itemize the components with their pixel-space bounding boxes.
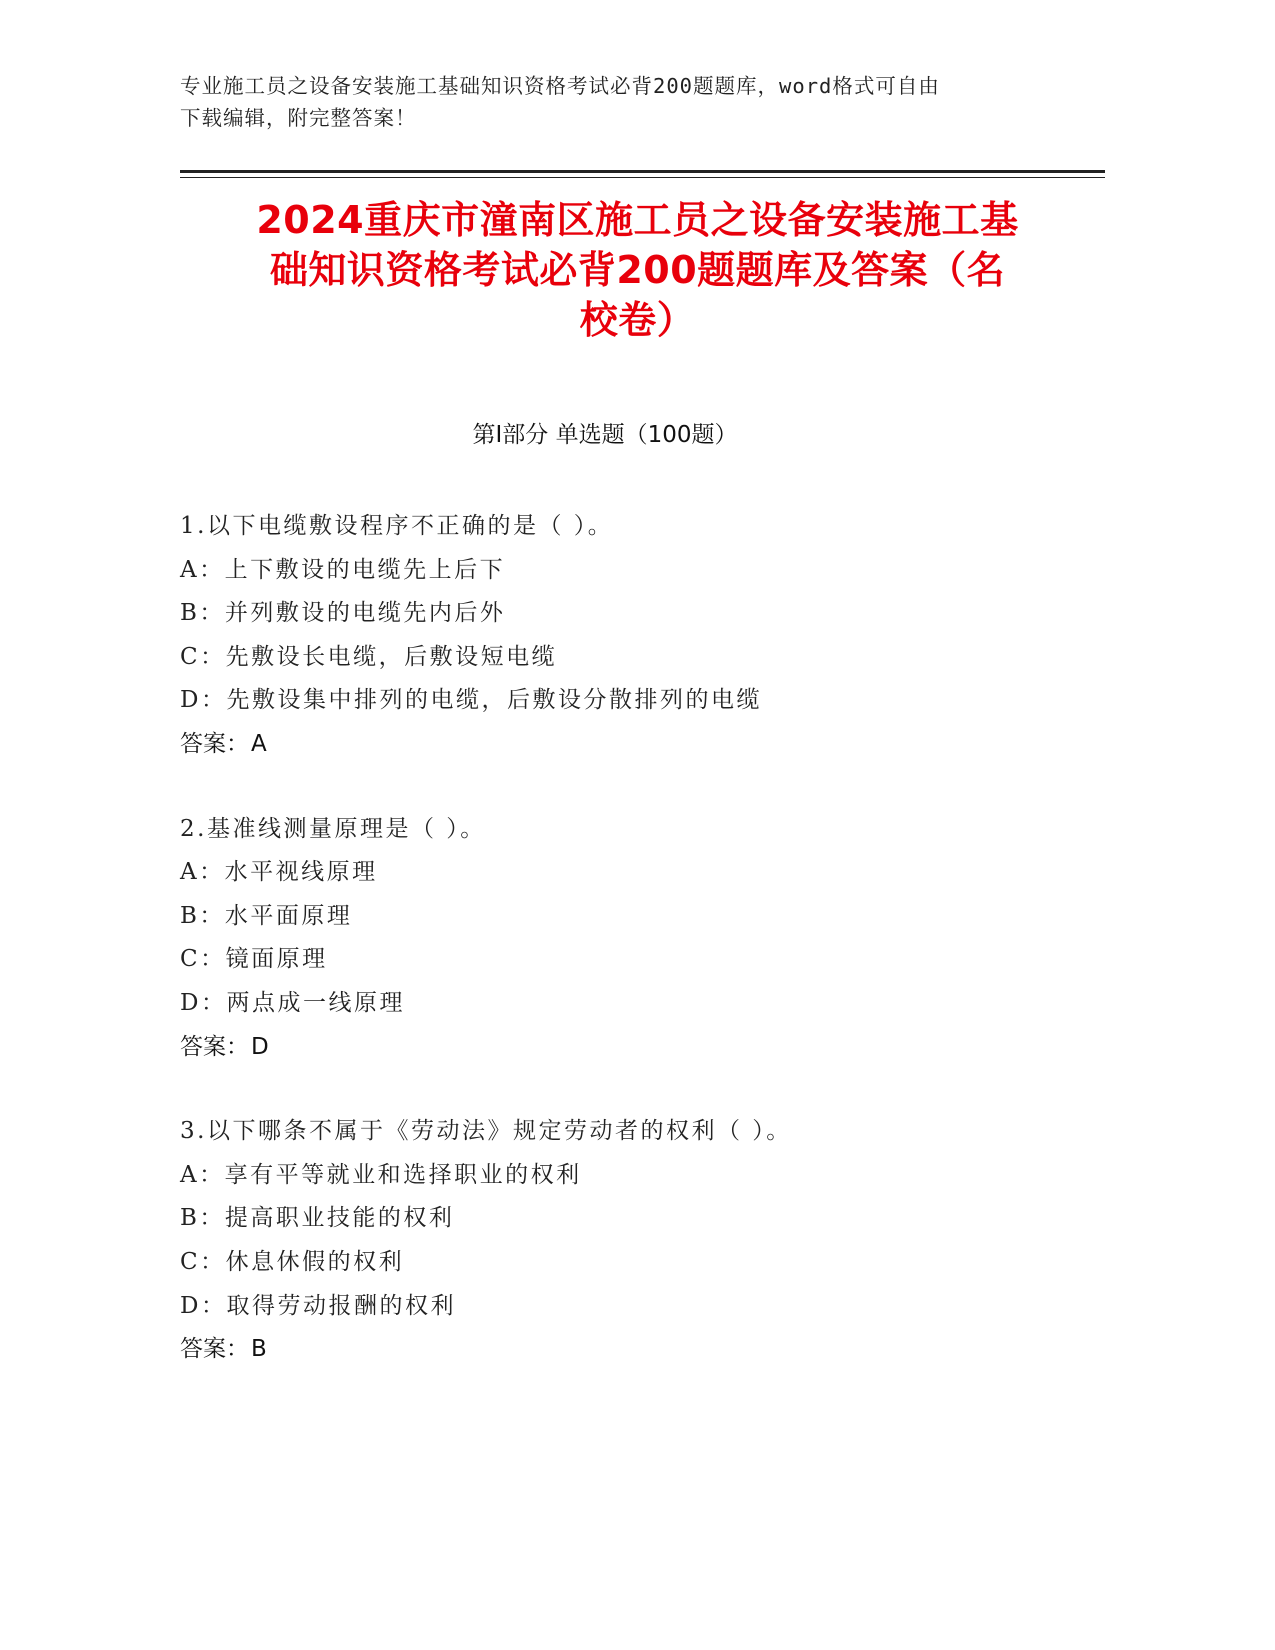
header-note-line-2: 下载编辑，附完整答案！	[180, 106, 417, 130]
section-heading: 第Ⅰ部分 单选题（100题）	[472, 422, 738, 448]
question-list	[180, 505, 1120, 1413]
answer-line	[180, 723, 1120, 767]
document-title	[140, 195, 1135, 345]
document-title-line-2: 础知识资格考试必背200题题库及答案（名	[269, 248, 1006, 292]
option-b: B：水平面原理	[180, 902, 353, 929]
option-a: A：水平视线原理	[180, 859, 378, 886]
question-stem: 1.以下电缆敷设程序不正确的是（ ）。	[180, 513, 614, 539]
answer-line	[180, 1026, 1120, 1070]
option-b: B：并列敷设的电缆先内后外	[180, 600, 506, 627]
option-c: C：先敷设长电缆，后敷设短电缆	[180, 643, 558, 670]
option-a: A：享有平等就业和选择职业的权利	[180, 1161, 582, 1188]
question-3	[180, 1110, 1120, 1372]
answer-label: 答案：	[180, 730, 249, 757]
question-stem: 3.以下哪条不属于《劳动法》规定劳动者的权利（ ）。	[180, 1118, 792, 1145]
option-d: D：两点成一线原理	[180, 989, 405, 1016]
header-divider-thick	[180, 170, 1105, 173]
header-note	[180, 70, 1060, 134]
question-2	[180, 808, 1120, 1070]
question-1	[180, 505, 1120, 767]
answer-value: D	[251, 1033, 269, 1060]
option-b: B：提高职业技能的权利	[180, 1205, 455, 1232]
option-a: A：上下敷设的电缆先上后下	[180, 556, 506, 583]
header-divider-thin	[180, 177, 1105, 178]
question-stem: 2.基准线测量原理是（ ）。	[180, 815, 486, 842]
document-title-line-3: 校卷）	[579, 298, 696, 342]
answer-label: 答案：	[180, 1033, 249, 1060]
answer-line	[180, 1328, 1120, 1372]
option-c: C：镜面原理	[180, 946, 328, 973]
document-title-line-1: 2024重庆市潼南区施工员之设备安装施工基	[256, 198, 1019, 242]
header-note-line-1: 专业施工员之设备安装施工基础知识资格考试必背200题题库，word格式可自由	[180, 74, 940, 98]
option-d: D：先敷设集中排列的电缆，后敷设分散排列的电缆	[180, 687, 762, 714]
answer-label: 答案：	[180, 1336, 249, 1363]
answer-value: B	[251, 1336, 267, 1363]
answer-value: A	[251, 730, 267, 757]
option-d: D：取得劳动报酬的权利	[180, 1292, 456, 1319]
option-c: C：休息休假的权利	[180, 1248, 405, 1275]
